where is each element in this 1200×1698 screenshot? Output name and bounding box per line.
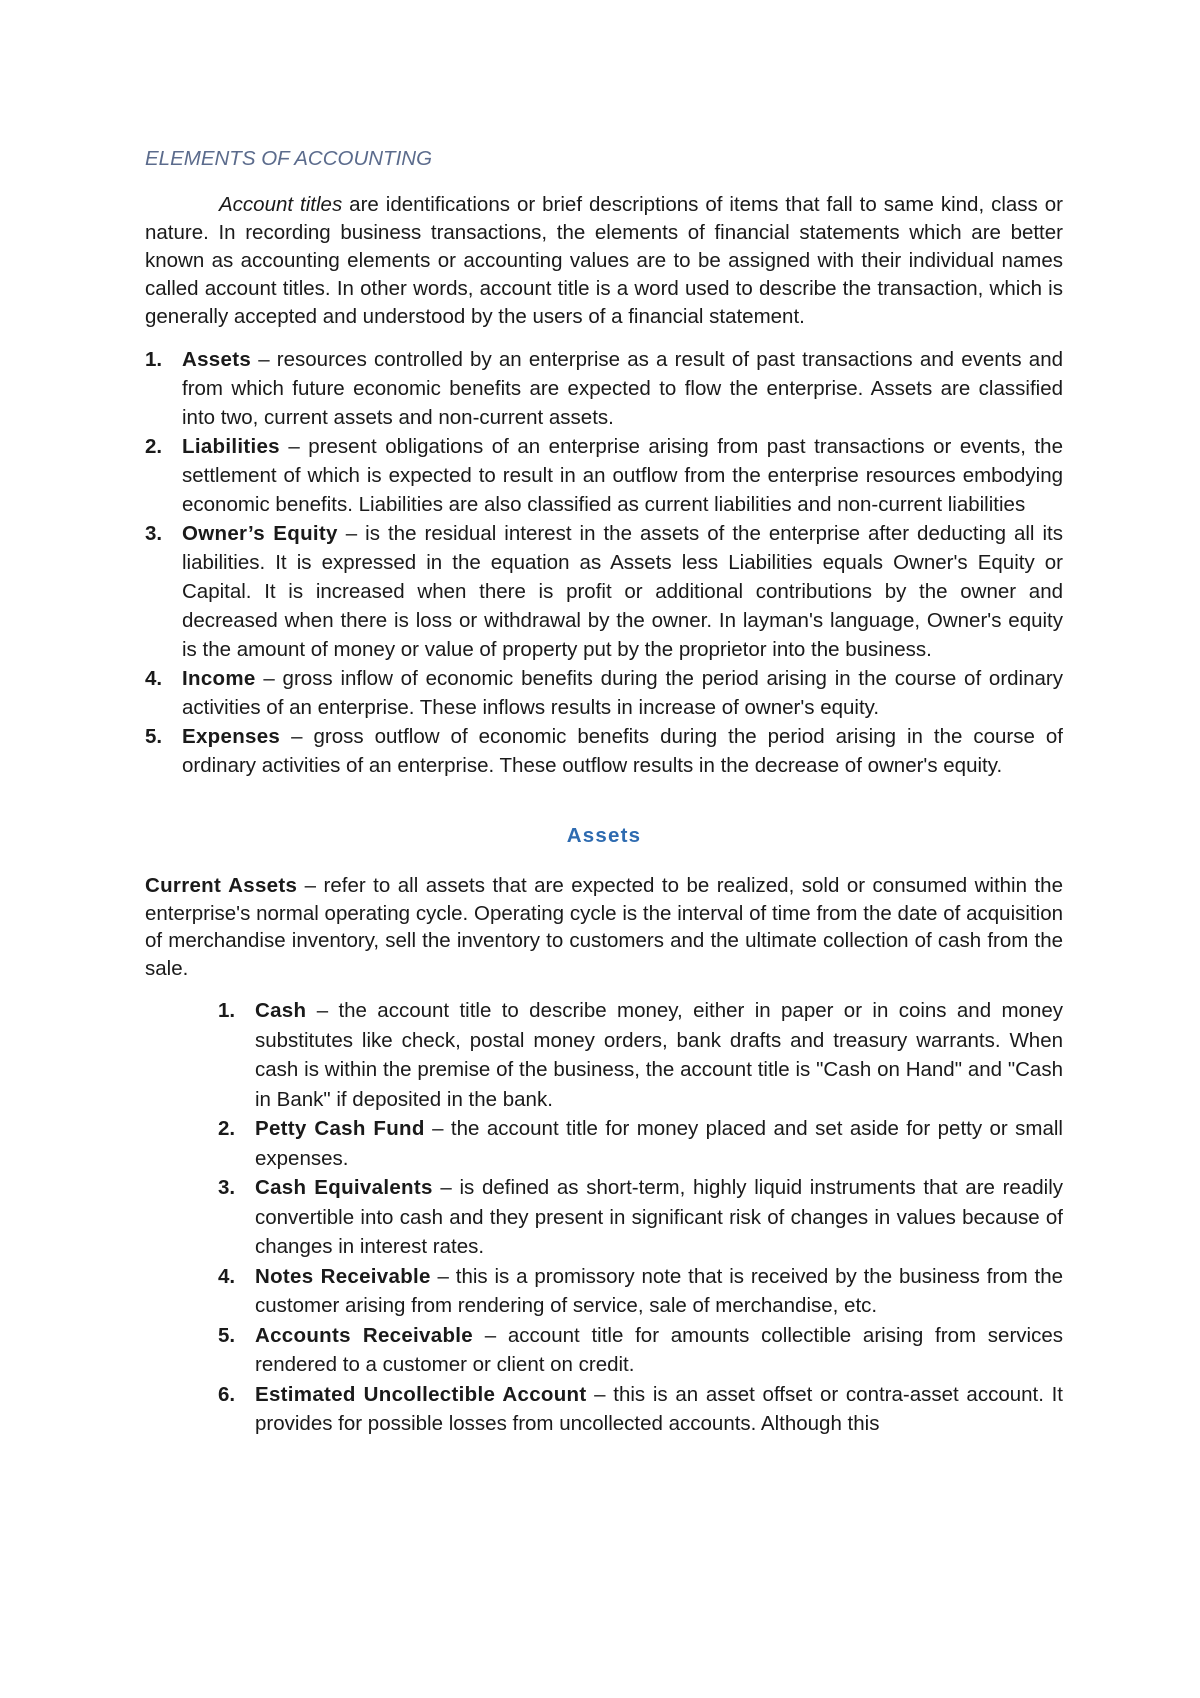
list-item	[218, 1380, 1063, 1439]
item-term: Liabilities	[182, 435, 280, 458]
item-text: – is the residual interest in the assets of the enterprise after deducting all its liabilities. It is expressed in the equation as Assets less Liabilities equals Owner's Equity or Capital. It is increased when there is profit or additional contributions by the owner and decreased when there is loss or withdrawal by the owner. In layman's language, Owner's equity is the amount of money or value of property put by the proprietor into the business.	[182, 522, 1063, 661]
item-term: Expenses	[182, 725, 281, 748]
item-term: Estimated Uncollectible Account	[255, 1382, 587, 1406]
item-text: – gross outflow of economic benefits during the period arising in the course of ordinary activities of an enterprise. These outflow results in the decrease of owner's equity.	[182, 725, 1063, 777]
item-term: Notes Receivable	[255, 1264, 431, 1288]
item-number: 6.	[218, 1382, 236, 1406]
item-number: 4.	[145, 667, 163, 690]
item-number: 2.	[145, 435, 163, 458]
item-text: – present obligations of an enterprise arising from past transactions or events, the settlement of which is expected to result in an outflow from the enterprise resources embodying economic benefits. Liabilities are also classified as current liabilities and non-current liabilities	[182, 435, 1063, 516]
item-number: 3.	[218, 1176, 236, 1199]
list-item	[145, 432, 1063, 519]
item-text: – the account title for money placed and set aside for petty or small expenses.	[255, 1117, 1063, 1170]
item-text: – resources controlled by an enterprise as a result of past transactions and events and from which future economic benefits are expected to flow the enterprise. Assets are classified into two, current assets and non-current assets.	[182, 348, 1063, 429]
intro-paragraph	[145, 191, 1063, 331]
list-item	[218, 1321, 1063, 1380]
intro-text: are identifications or brief descriptions of items that fall to same kind, class or nature. In recording business transactions, the elements of financial statements which are better known as accounting elements or accounting values are to be assigned with their individual names called account titles. In other words, account title is a word used to describe the transaction, which is generally accepted and understood by the users of a financial statement.	[145, 193, 1064, 328]
item-term: Accounts Receivable	[255, 1323, 473, 1347]
list-item	[145, 722, 1063, 780]
item-number: 1.	[218, 999, 236, 1022]
current-assets-list	[145, 996, 1063, 1439]
list-item	[145, 345, 1063, 432]
list-item	[218, 1173, 1063, 1262]
item-text: – is defined as short-term, highly liquid instruments that are readily convertible into cash and they present in significant risk of changes in values because of changes in interest rates.	[255, 1176, 1063, 1258]
item-text: – this is a promissory note that is received by the business from the customer arising from rendering of service, sale of merchandise, etc.	[255, 1264, 1064, 1317]
item-term: Owner’s Equity	[182, 522, 338, 545]
document-page	[145, 145, 1063, 1439]
list-item	[218, 1114, 1063, 1173]
item-term: Income	[182, 667, 256, 690]
list-item	[145, 519, 1063, 664]
elements-list	[145, 345, 1063, 780]
list-item	[145, 664, 1063, 722]
item-number: 3.	[145, 522, 163, 545]
item-text: – this is an asset offset or contra-asset account. It provides for possible losses from uncollected accounts. Although this	[255, 1382, 1063, 1435]
item-number: 4.	[218, 1264, 236, 1288]
list-item	[218, 996, 1063, 1114]
item-text: – gross inflow of economic benefits during the period arising in the course of ordinary activities of an enterprise. These inflows results in increase of owner's equity.	[182, 667, 1063, 719]
item-term: Cash	[255, 999, 307, 1022]
item-text: – the account title to describe money, either in paper or in coins and money substitutes like check, postal money orders, bank drafts and treasury warrants. When cash is within the premise of the business, the account title is "Cash on Hand" and "Cash in Bank" if deposited in the bank.	[255, 999, 1063, 1111]
item-number: 5.	[218, 1323, 236, 1347]
current-assets-paragraph	[145, 872, 1063, 982]
document-title: ELEMENTS OF ACCOUNTING	[145, 147, 433, 170]
list-item	[218, 1262, 1064, 1321]
item-number: 2.	[218, 1117, 236, 1140]
intro-lead-term: Account titles	[219, 193, 343, 216]
item-number: 5.	[145, 725, 163, 748]
item-term: Cash Equivalents	[255, 1176, 433, 1199]
item-term: Petty Cash Fund	[255, 1117, 425, 1140]
current-assets-text: – refer to all assets that are expected to be realized, sold or consumed within the enterprise's normal operating cycle. Operating cycle is the interval of time from the date of acquisition of merchandise inventory, sell the inventory to customers and the ultimate collection of cash from the sale.	[145, 874, 1063, 980]
current-assets-term: Current Assets	[145, 874, 298, 897]
assets-section-heading: Assets	[566, 824, 642, 847]
item-term: Assets	[182, 348, 252, 371]
item-number: 1.	[145, 348, 163, 371]
item-text: – account title for amounts collectible arising from services rendered to a customer or client on credit.	[255, 1323, 1063, 1376]
